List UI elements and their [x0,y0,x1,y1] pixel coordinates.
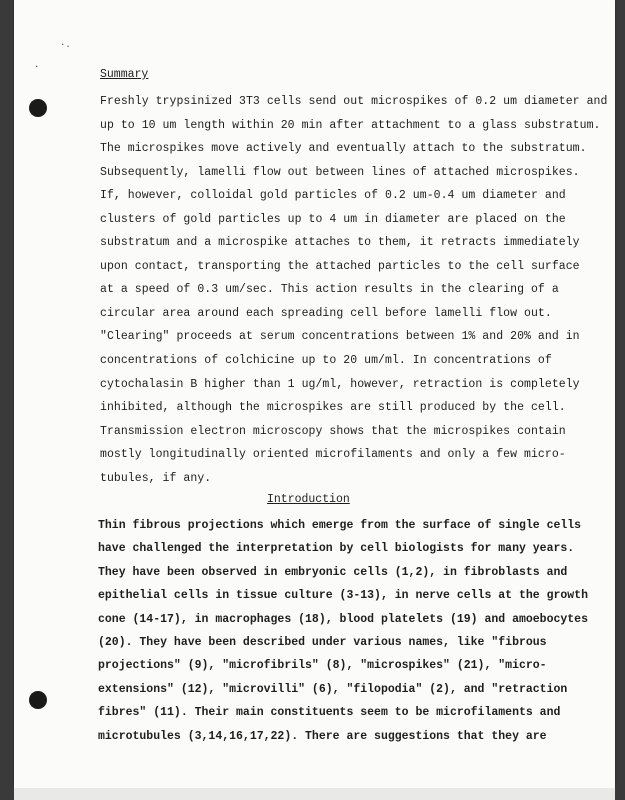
text-line: microtubules (3,14,16,17,22). There are suggestions that they are [98,729,547,743]
text-line: upon contact, transporting the attached particles to the cell surface [100,259,580,273]
text-line: substratum and a microspike attaches to them, it retracts immediately [100,236,580,250]
text-line: cytochalasin B higher than 1 ug/ml, however, retraction is completely [100,377,580,391]
text-line: If, however, colloidal gold particles of 0.2 um-0.4 um diameter and [100,189,566,203]
text-line: They have been observed in embryonic cells (1,2), in fibroblasts and [98,565,568,579]
punch-hole-top [29,99,47,117]
punch-hole-bottom [29,691,47,709]
text-line: up to 10 um length within 20 min after attachment to a glass substratum. [100,118,601,132]
text-line: The microspikes move actively and eventually attach to the substratum. [100,142,587,156]
text-line: epithelial cells in tissue culture (3-13), in nerve cells at the growth [98,589,588,603]
text-line: circular area around each spreading cell before lamelli flow out. [100,306,552,320]
text-line: (20). They have been described under various names, like "fibrous [98,635,547,649]
text-line: clusters of gold particles up to 4 um in diameter are placed on the [100,212,566,226]
text-line: Freshly trypsinized 3T3 cells send out microspikes of 0.2 um diameter and [100,95,608,108]
stray-mark: · [34,62,40,72]
summary-heading: Summary [100,68,149,81]
page-bottom-edge [14,788,615,800]
introduction-heading: Introduction [267,493,350,506]
text-line: have challenged the interpretation by cell biologists for many years. [98,542,575,556]
text-line: "Clearing" proceeds at serum concentrations between 1% and 20% and in [100,330,580,344]
text-line: mostly longitudinally oriented microfilaments and only a few micro- [100,448,566,462]
text-line: extensions" (12), "microvilli" (6), "filopodia" (2), and "retraction [98,682,568,696]
summary-paragraph [100,90,608,490]
text-line: Subsequently, lamelli flow out between lines of attached microspikes. [100,165,580,179]
text-line: inhibited, although the microspikes are still produced by the cell. [100,401,566,415]
text-line: projections" (9), "microfibrils" (8), "microspikes" (21), "micro- [98,659,547,673]
stray-mark: ·. [60,40,71,50]
text-line: at a speed of 0.3 um/sec. This action results in the clearing of a [100,283,559,297]
introduction-paragraph [98,514,588,748]
text-line: concentrations of colchicine up to 20 um/ml. In concentrations of [100,354,552,368]
text-line: fibres" (11). Their main constituents seem to be microfilaments and [98,706,561,720]
text-line: tubules, if any. [100,471,212,485]
text-line: cone (14-17), in macrophages (18), blood platelets (19) and amoebocytes [98,612,588,626]
text-line: Transmission electron microscopy shows that the microspikes contain [100,424,566,438]
text-line: Thin fibrous projections which emerge from the surface of single cells [98,519,582,532]
